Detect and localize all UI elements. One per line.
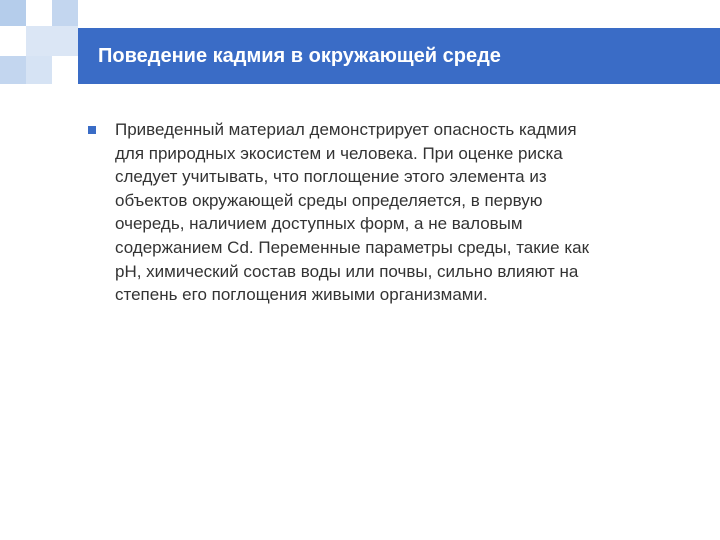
decor-square <box>26 26 78 56</box>
slide-title: Поведение кадмия в окружающей среде <box>98 45 501 67</box>
decor-square <box>26 56 52 84</box>
text-line: pH, химический состав воды или почвы, сильно влияют на <box>115 261 579 281</box>
decor-square <box>0 0 26 26</box>
text-line: объектов окружающей среды определяется, в первую <box>115 190 543 210</box>
text-line: Приведенный материал демонстрирует опасность кадмия <box>115 120 577 139</box>
decor-square <box>52 0 78 26</box>
text-line: следует учитывать, что поглощение этого элемента из <box>115 167 547 187</box>
text-line: содержанием Cd. Переменные параметры среды, такие как <box>115 237 590 257</box>
text-line: для природных экосистем и человека. При оценке риска <box>115 143 563 163</box>
bullet-item <box>88 118 688 307</box>
square-bullet-icon <box>88 126 96 134</box>
decor-square <box>0 56 26 84</box>
bullet-text <box>115 118 680 307</box>
text-line: степень его поглощения живыми организмами. <box>115 285 488 305</box>
text-line: очередь, наличием доступных форм, а не валовым <box>115 214 523 234</box>
